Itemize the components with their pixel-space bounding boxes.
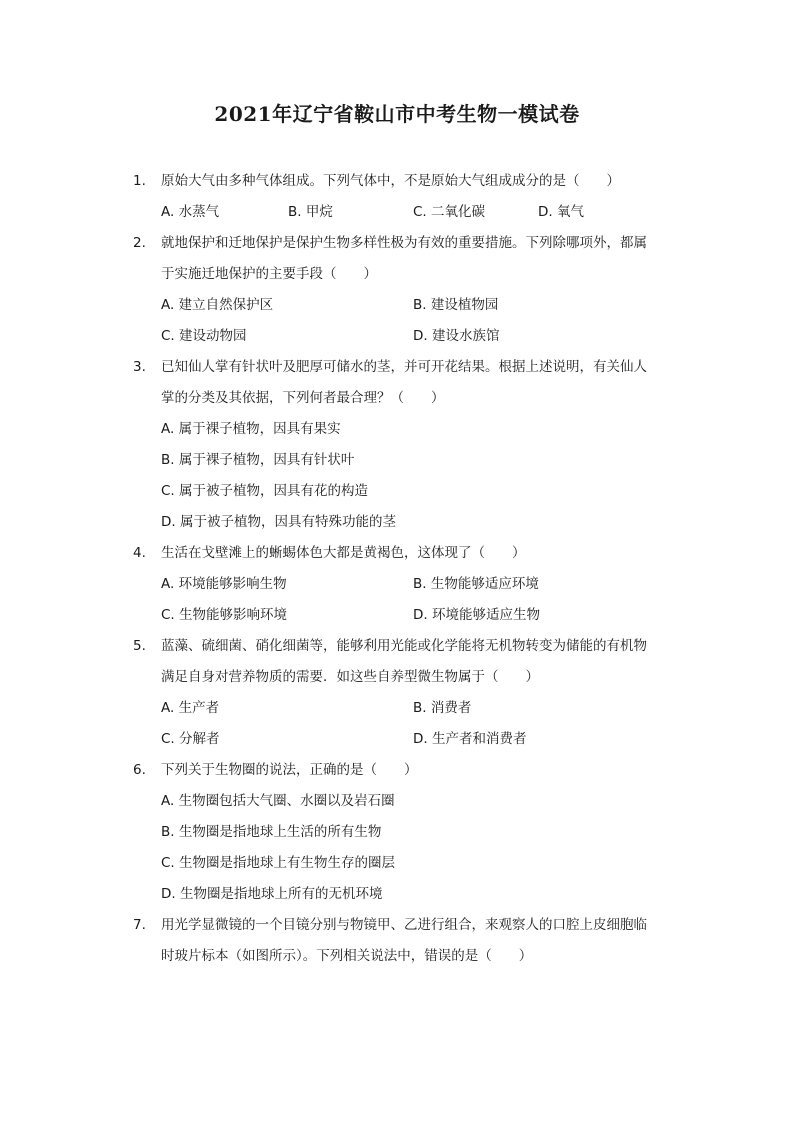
option-d: D. 属于被子植物，因具有特殊功能的茎 <box>161 514 396 530</box>
option-row <box>0 569 794 600</box>
option-d: D. 生物圈是指地球上所有的无机环境 <box>161 886 383 902</box>
option-c: C. 建设动物园 <box>161 328 247 344</box>
option-a: A. 生产者 <box>161 700 220 716</box>
option-row <box>0 848 794 879</box>
question-text: 用光学显微镜的一个目镜分别与物镜甲、乙进行组合，来观察人的口腔上皮细胞临 <box>161 917 647 933</box>
question-5 <box>0 631 794 755</box>
option-d: D. 氧气 <box>538 204 584 220</box>
option-row <box>0 414 794 445</box>
question-text: 就地保护和迁地保护是保护生物多样性极为有效的重要措施。下列除哪项外，都属 <box>161 235 647 251</box>
question-text: 时玻片标本（如图所示）。下列相关说法中，错误的是（ ） <box>161 948 533 964</box>
question-stem-line <box>0 383 794 414</box>
option-c: C. 生物圈是指地球上有生物生存的圈层 <box>161 855 396 871</box>
question-text: 下列关于生物圈的说法，正确的是（ ） <box>161 762 418 778</box>
option-a: A. 生物圈包括大气圈、水圈以及岩石圈 <box>161 793 395 809</box>
question-number: 7. <box>133 917 146 933</box>
question-text: 原始大气由多种气体组成。下列气体中，不是原始大气组成成分的是（ ） <box>161 173 620 189</box>
question-text: 已知仙人掌有针状叶及肥厚可储水的茎，并可开花结果。根据上述说明，有关仙人 <box>161 359 647 375</box>
option-row <box>0 724 794 755</box>
option-a: A. 环境能够影响生物 <box>161 576 287 592</box>
question-number: 4. <box>133 545 146 561</box>
question-stem-line <box>0 910 794 941</box>
option-row <box>0 879 794 910</box>
option-row <box>0 786 794 817</box>
question-text: 满足自身对营养物质的需要．如这些自养型微生物属于（ ） <box>161 669 539 685</box>
question-stem-line <box>0 631 794 662</box>
question-text: 掌的分类及其依据，下列何者最合理？（ ） <box>161 390 445 406</box>
question-text: 于实施迁地保护的主要手段（ ） <box>161 266 377 282</box>
option-d: D. 环境能够适应生物 <box>413 607 540 623</box>
option-c: C. 分解者 <box>161 731 220 747</box>
option-row <box>0 600 794 631</box>
option-row <box>0 290 794 321</box>
question-1 <box>0 166 794 228</box>
question-number: 2. <box>133 235 146 251</box>
option-row <box>0 476 794 507</box>
question-text: 蓝藻、硫细菌、硝化细菌等，能够利用光能或化学能将无机物转变为储能的有机物 <box>161 638 647 654</box>
option-a: A. 建立自然保护区 <box>161 297 274 313</box>
option-row <box>0 693 794 724</box>
question-stem-line <box>0 662 794 693</box>
exam-title: 2021年辽宁省鞍山市中考生物一模试卷 <box>214 102 580 126</box>
question-stem-line <box>0 352 794 383</box>
question-3 <box>0 352 794 538</box>
question-7 <box>0 910 794 972</box>
option-c: C. 二氧化碳 <box>413 204 486 220</box>
option-c: C. 属于被子植物，因具有花的构造 <box>161 483 369 499</box>
option-b: B. 建设植物园 <box>413 297 499 313</box>
option-b: B. 生物能够适应环境 <box>413 576 539 592</box>
question-stem-line <box>0 941 794 972</box>
question-2 <box>0 228 794 352</box>
option-row <box>0 197 794 228</box>
option-b: B. 消费者 <box>413 700 472 716</box>
question-number: 1. <box>133 173 146 189</box>
question-number: 6. <box>133 762 146 778</box>
question-number: 5. <box>133 638 146 654</box>
question-6 <box>0 755 794 910</box>
question-list <box>0 166 794 972</box>
option-b: B. 甲烷 <box>288 204 333 220</box>
question-4 <box>0 538 794 631</box>
option-d: D. 建设水族馆 <box>413 328 500 344</box>
option-a: A. 属于裸子植物，因具有果实 <box>161 421 341 437</box>
option-b: B. 属于裸子植物，因具有针状叶 <box>161 452 355 468</box>
option-b: B. 生物圈是指地球上生活的所有生物 <box>161 824 382 840</box>
question-text: 生活在戈壁滩上的蜥蜴体色大都是黄褐色，这体现了（ ） <box>161 545 526 561</box>
question-stem-line <box>0 755 794 786</box>
question-stem-line <box>0 538 794 569</box>
option-row <box>0 321 794 352</box>
option-d: D. 生产者和消费者 <box>413 731 527 747</box>
question-stem-line <box>0 228 794 259</box>
option-row <box>0 445 794 476</box>
option-row <box>0 817 794 848</box>
question-stem-line <box>0 259 794 290</box>
option-row <box>0 507 794 538</box>
option-c: C. 生物能够影响环境 <box>161 607 288 623</box>
option-a: A. 水蒸气 <box>161 204 220 220</box>
question-number: 3. <box>133 359 146 375</box>
question-stem-line <box>0 166 794 197</box>
